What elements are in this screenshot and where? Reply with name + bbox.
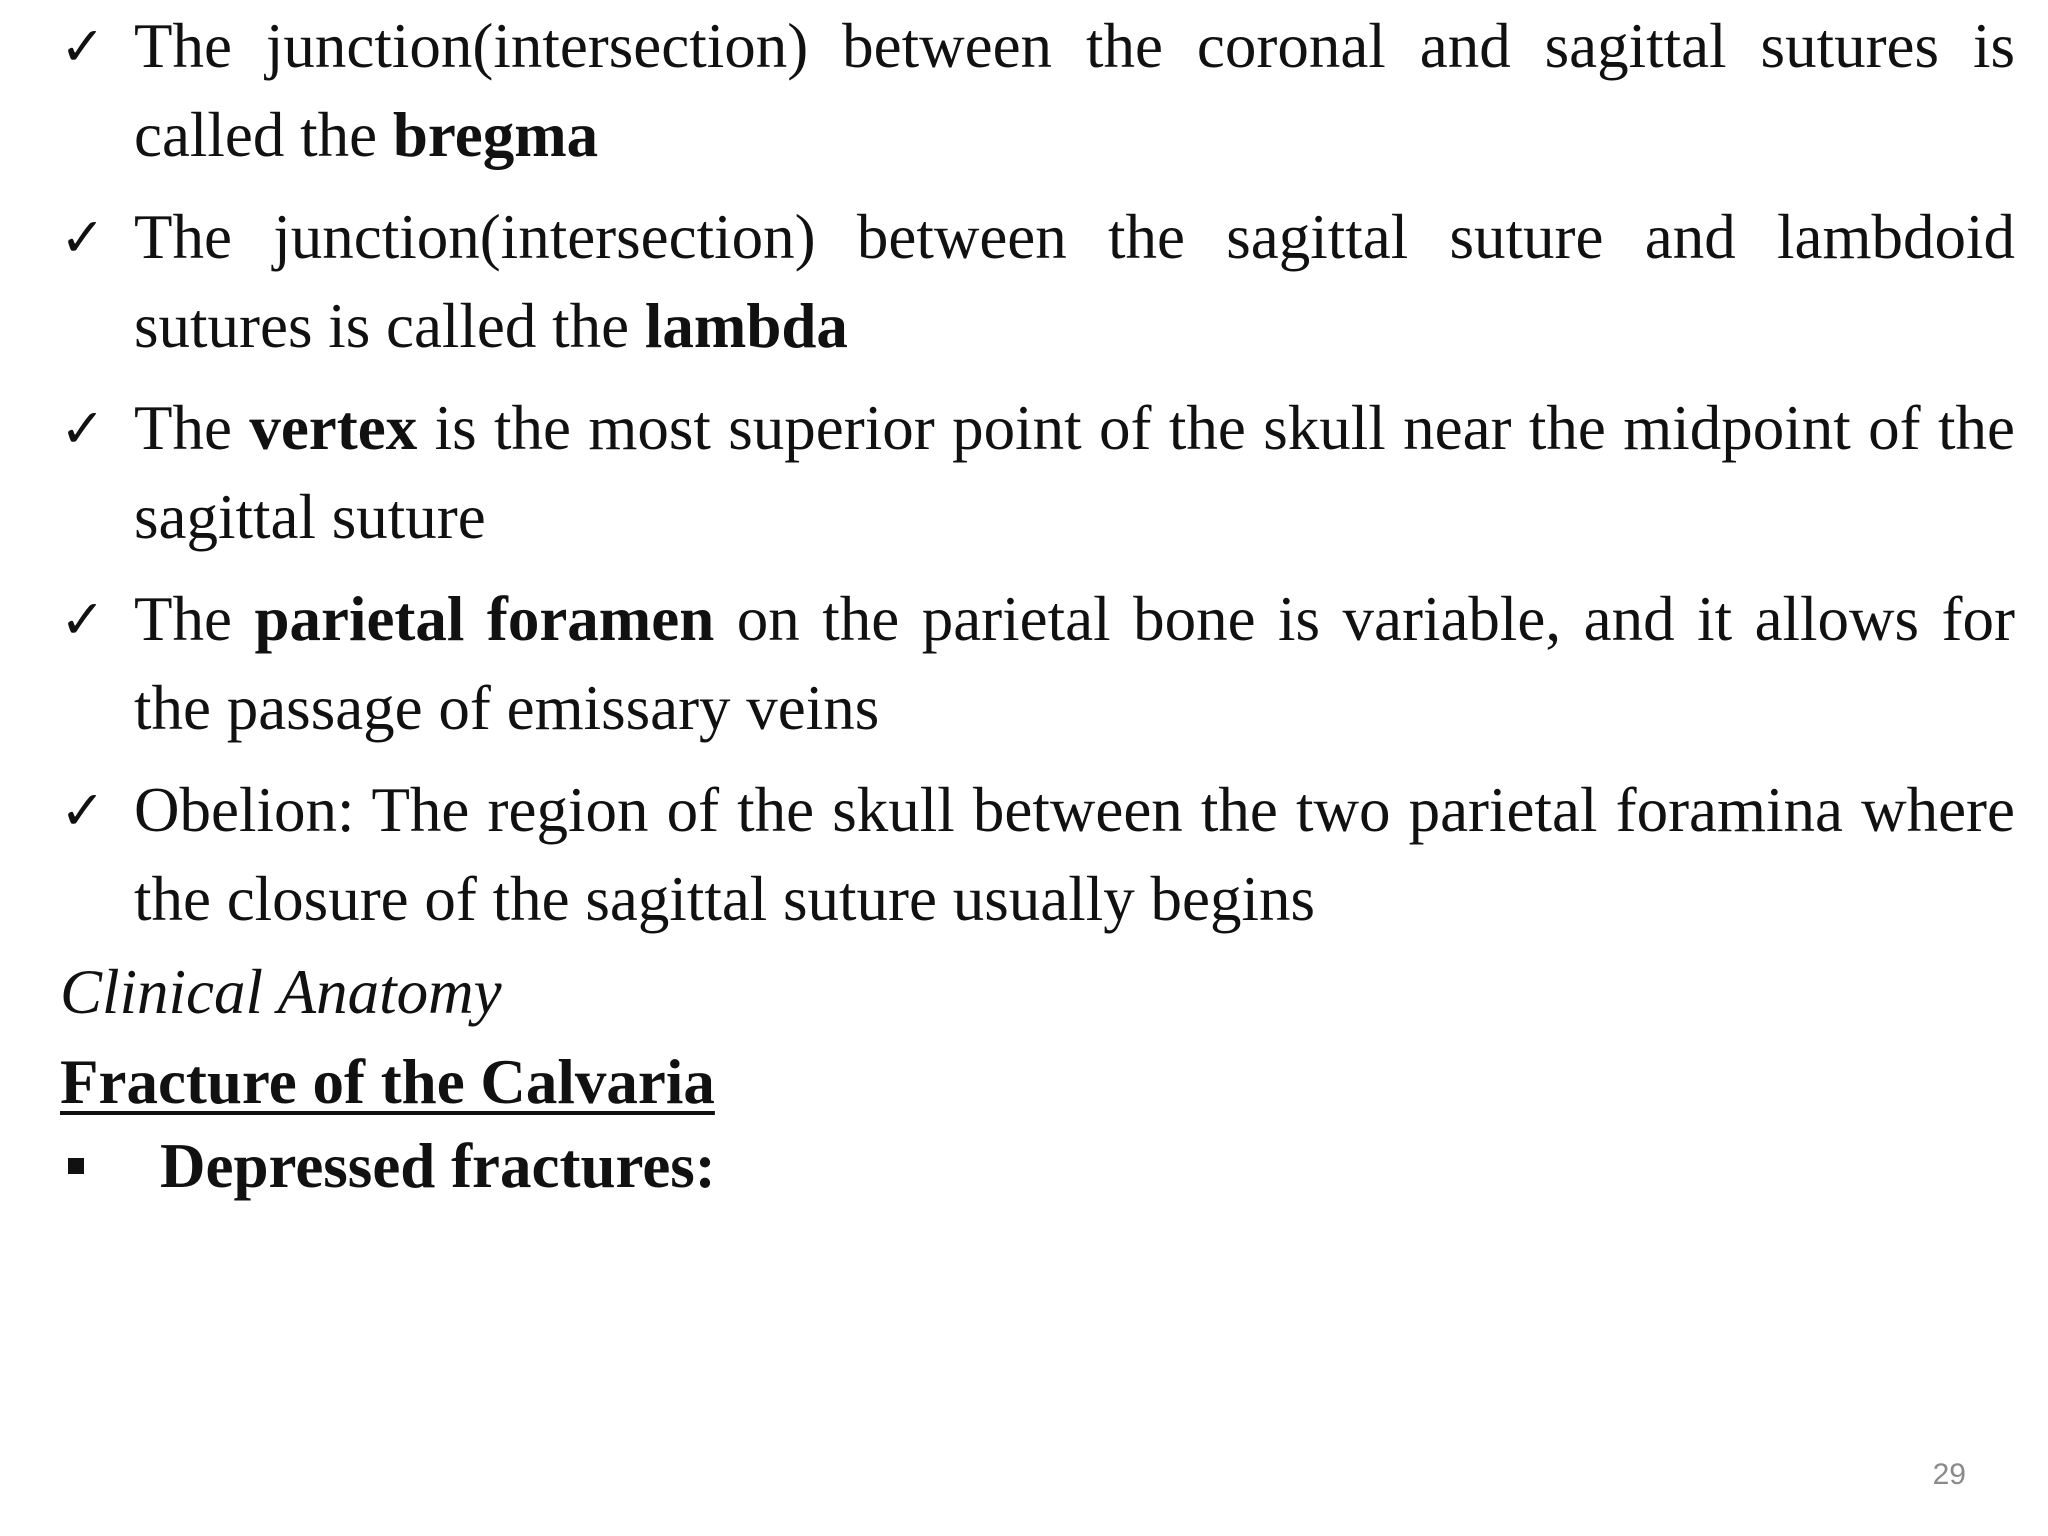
sub-bullet-list: [60, 1122, 716, 1211]
bullet-text: The junction(intersection) between the coronal and sagittal sutures is called the: [134, 11, 2015, 170]
check-mark-icon: ✓: [60, 206, 106, 269]
sub-bullet-depressed-fractures: [60, 1122, 716, 1211]
bullet-text-tail: is the most superior point of the skull near the midpoint of the sagittal suture: [134, 393, 2015, 552]
square-bullet-icon: [68, 1158, 84, 1174]
section-title: Fracture of the Calvaria: [60, 1047, 715, 1117]
bullet-term: parietal foramen: [254, 584, 715, 654]
page-number: 29: [1932, 1458, 1966, 1491]
bullet-text: The: [134, 584, 255, 654]
bullet-term: vertex: [249, 393, 418, 463]
bullet-obelion: [60, 766, 2015, 944]
check-mark-icon: ✓: [60, 15, 106, 78]
bullet-text: The: [134, 393, 250, 463]
check-mark-icon: ✓: [60, 588, 106, 651]
bullet-text-tail: on the parietal bone is variable, and it allows for the passage of emissary veins: [134, 584, 2015, 743]
bullet-text: Obelion: The region of the skull between the two parietal foramina where the closure of the sagittal suture usually begins: [134, 775, 2015, 934]
check-bullet-list: [60, 2, 2015, 957]
bullet-parietal-foramen: [60, 575, 2015, 753]
bullet-text: The junction(intersection) between the sagittal suture and lambdoid sutures is called the: [134, 202, 2015, 361]
check-mark-icon: ✓: [60, 397, 106, 460]
bullet-lambda: [60, 193, 2015, 371]
bullet-bregma: [60, 2, 2015, 180]
bullet-term: lambda: [644, 291, 848, 361]
bullet-vertex: [60, 384, 2015, 562]
sub-bullet-text: Depressed fractures:: [160, 1131, 716, 1201]
check-mark-icon: ✓: [60, 779, 106, 842]
clinical-anatomy-heading: Clinical Anatomy: [60, 957, 502, 1027]
bullet-term: bregma: [392, 100, 599, 170]
